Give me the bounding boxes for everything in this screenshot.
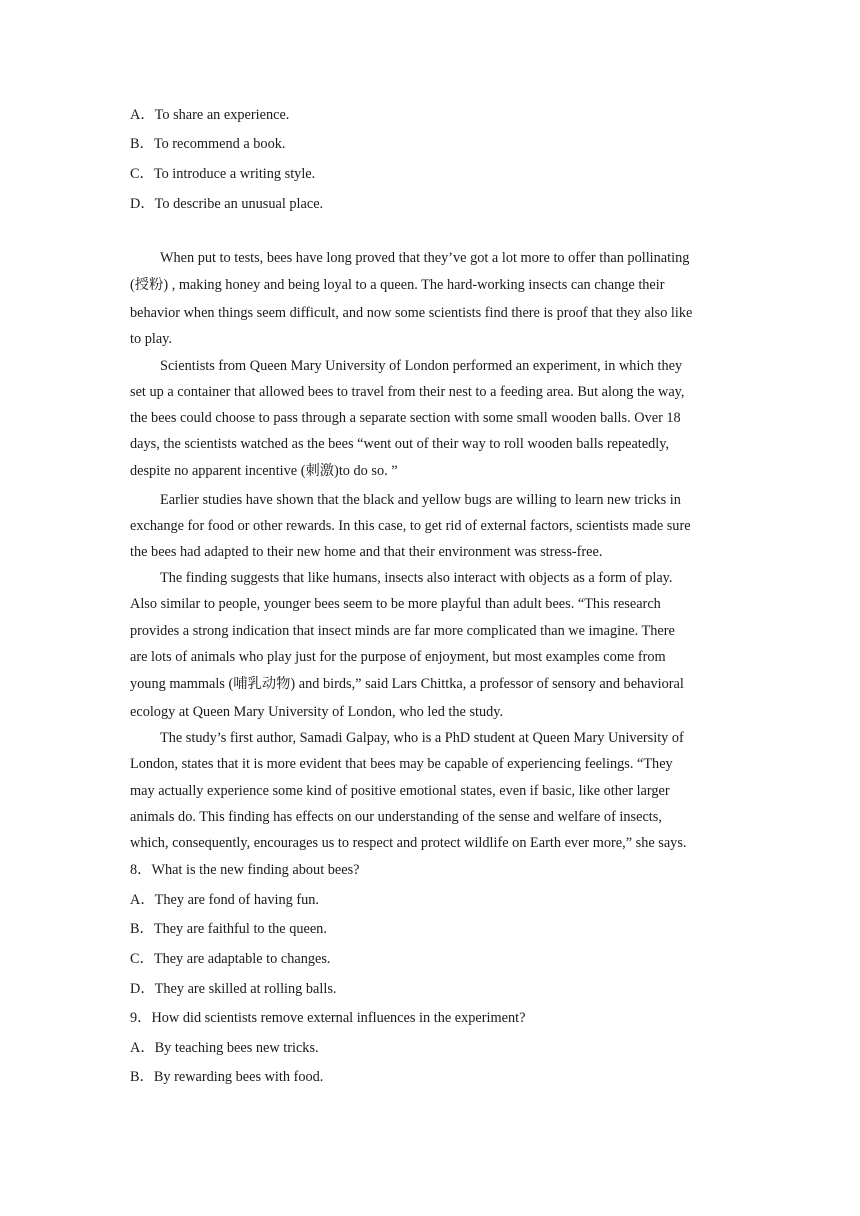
passage-line: Also similar to people, younger bees seem to be more playful than adult bees. “This research	[130, 596, 661, 612]
question-stem: 9．How did scientists remove external influences in the experiment?	[130, 1010, 526, 1026]
passage-line: animals do. This finding has effects on our understanding of the sense and welfare of insects,	[130, 809, 662, 825]
passage-line: Scientists from Queen Mary University of London performed an experiment, in which they	[160, 358, 683, 374]
option-c: C．They are adaptable to changes.	[130, 951, 331, 967]
option-c: C．To introduce a writing style.	[130, 166, 316, 182]
option-d: D．They are skilled at rolling balls.	[130, 981, 337, 997]
passage-line: to play.	[130, 331, 172, 347]
passage-line: despite no apparent incentive (刺激)to do so. ”	[130, 463, 398, 479]
passage-line: may actually experience some kind of positive emotional states, even if basic, like other larger	[130, 783, 670, 799]
passage-line: exchange for food or other rewards. In this case, to get rid of external factors, scientists made sure	[130, 518, 691, 534]
passage-line: London, states that it is more evident that bees may be capable of experiencing feelings. “They	[130, 756, 673, 772]
passage-line: which, consequently, encourages us to respect and protect wildlife on Earth ever more,” she says.	[130, 835, 687, 851]
passage-line: set up a container that allowed bees to travel from their nest to a feeding area. But along the way,	[130, 384, 685, 400]
option-d: D．To describe an unusual place.	[130, 196, 324, 212]
passage-line: behavior when things seem difficult, and now some scientists find there is proof that they also like	[130, 305, 693, 321]
passage-line: young mammals (哺乳动物) and birds,” said Lars Chittka, a professor of sensory and behavioral	[130, 676, 684, 692]
passage-line: are lots of animals who play just for the purpose of enjoyment, but most examples come from	[130, 649, 666, 665]
option-b: B．By rewarding bees with food.	[130, 1069, 324, 1085]
question-stem: 8．What is the new finding about bees?	[130, 862, 360, 878]
passage-line: the bees could choose to pass through a separate section with some small wooden balls. Over 18	[130, 410, 681, 426]
option-b: B．To recommend a book.	[130, 136, 286, 152]
passage-line: Earlier studies have shown that the black and yellow bugs are willing to learn new tricks in	[160, 492, 681, 508]
passage-line: (授粉) , making honey and being loyal to a queen. The hard-working insects can change their	[130, 277, 665, 293]
passage-line: The finding suggests that like humans, insects also interact with objects as a form of play.	[160, 570, 673, 586]
passage-line: the bees had adapted to their new home and that their environment was stress-free.	[130, 544, 603, 560]
option-a: A．They are fond of having fun.	[130, 892, 319, 908]
passage-line: provides a strong indication that insect minds are far more complicated than we imagine. There	[130, 623, 675, 639]
passage-line: When put to tests, bees have long proved that they’ve got a lot more to offer than pollinating	[160, 250, 690, 266]
option-a: A．By teaching bees new tricks.	[130, 1040, 319, 1056]
passage-line: ecology at Queen Mary University of London, who led the study.	[130, 704, 504, 720]
passage-line: The study’s first author, Samadi Galpay, who is a PhD student at Queen Mary University of	[160, 730, 684, 746]
option-b: B．They are faithful to the queen.	[130, 921, 327, 937]
option-a: A．To share an experience.	[130, 107, 290, 123]
passage-line: days, the scientists watched as the bees “went out of their way to roll wooden balls repeatedly,	[130, 436, 670, 452]
